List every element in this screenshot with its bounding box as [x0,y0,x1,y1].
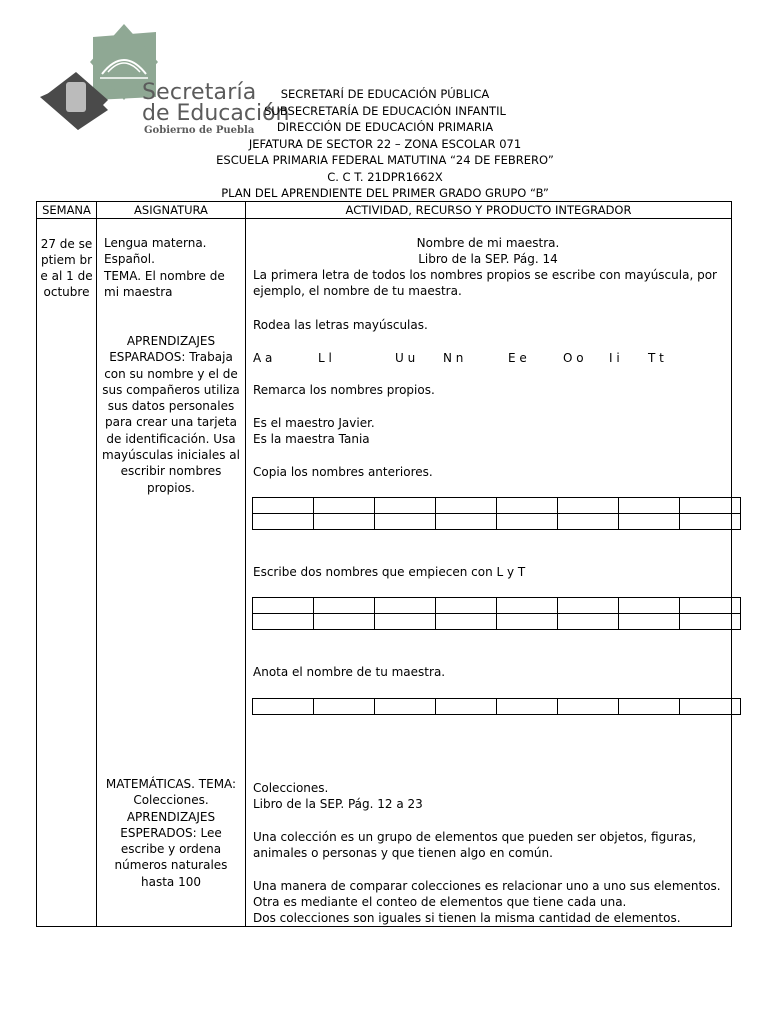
actividad-cell [246,219,732,927]
activity-title: Nombre de mi maestra. [416,236,560,250]
letter-pair: E e [508,351,527,365]
logo-text-gobierno: Gobierno de Puebla [144,125,255,136]
table-header-row [37,202,732,219]
activity-intro: La primera letra de todos los nombres propios se escribe con mayúscula, por ejemplo, el nombre de tu maestra. [253,268,717,299]
activity-remarca: Remarca los nombres propios. [253,383,435,397]
aprendizajes-text: APRENDIZAJES ESPARADOS: Trabaja con su nombre y el de sus compañeros utiliza sus datos personales para crear una tarjeta de identificación. Usa mayúsculas iniciales al escribir nombres propios. [102,334,240,495]
comparar-line: Una manera de comparar colecciones es relacionar uno a uno sus elementos. [253,879,721,893]
logo-text-educacion: de Educación [142,101,290,126]
coleccion-definition: Una colección es un grupo de elementos que pueden ser objetos, figuras, animales o personas y que tienen algo en común. [253,830,697,861]
lengua-line: TEMA. El nombre de [104,268,225,283]
header-line: JEFATURA DE SECTOR 22 – ZONA ESCOLAR 071 [248,136,522,151]
header-line: PLAN DEL APRENDIENTE DEL PRIMER GRADO GRUPO “B” [221,186,549,200]
header-line: C. C T. 21DPR1662X [327,169,443,184]
activity-rodea: Rodea las letras mayúsculas. [253,318,428,332]
activity-anota: Anota el nombre de tu maestra. [253,665,446,679]
lengua-line: mi maestra [104,284,173,299]
comparar-line: Dos colecciones son iguales si tienen la misma cantidad de elementos. [253,911,681,925]
letter-pair: L l [318,351,332,365]
example-line: Es el maestro Javier. [253,416,375,430]
lengua-block [104,235,244,300]
letter-pair: I i [609,351,620,365]
asignatura-cell [97,219,246,927]
plan-table [36,201,732,927]
letter-pair: A a [253,351,273,365]
writing-grid[interactable] [252,497,741,530]
matematicas-text: MATEMÁTICAS. TEMA: Colecciones. APRENDIZAJES ESPERADOS: Lee escribe y ordena números naturales hasta 100 [105,777,237,889]
lengua-line: Español. [104,252,155,267]
activity-copia: Copia los nombres anteriores. [253,465,433,479]
document-header [180,86,590,202]
letter-pair: U u [395,351,416,365]
table-row [37,219,732,927]
semana-cell [37,219,97,927]
lengua-line: Lengua materna. [104,236,207,250]
semana-text: 27 de septiem bre al 1 de octubre [40,237,93,299]
example-line: Es la maestra Tania [253,432,370,446]
comparar-line: Otra es mediante el conteo de elementos que tiene cada una. [253,895,627,909]
header-line: SECRETARÍ DE EDUCACIÓN PÚBLICA [280,87,490,101]
header-line: ESCUELA PRIMARIA FEDERAL MATUTINA “24 DE FEBRERO” [216,153,554,167]
activity-escribe: Escribe dos nombres que empiecen con L y T [253,565,526,579]
letter-pair: O o [563,351,584,365]
writing-grid[interactable] [252,698,741,715]
logo-text-secretaria: Secretaría [142,80,257,105]
writing-grid[interactable] [252,597,741,630]
colecciones-title: Colecciones. [253,781,329,795]
column-header-semana: SEMANA [37,202,97,219]
letter-pair: T t [648,351,664,365]
colecciones-book-ref: Libro de la SEP. Pág. 12 a 23 [253,797,423,811]
header-line: SUBSECRETARÍA DE EDUCACIÓN INFANTIL [264,103,506,118]
header-line: DIRECCIÓN DE EDUCACIÓN PRIMARIA [276,120,494,134]
column-header-asignatura: ASIGNATURA [97,202,246,219]
activity-book-ref: Libro de la SEP. Pág. 14 [418,252,558,266]
column-header-actividad: ACTIVIDAD, RECURSO Y PRODUCTO INTEGRADOR [246,202,732,219]
letter-pair: N n [443,351,464,365]
